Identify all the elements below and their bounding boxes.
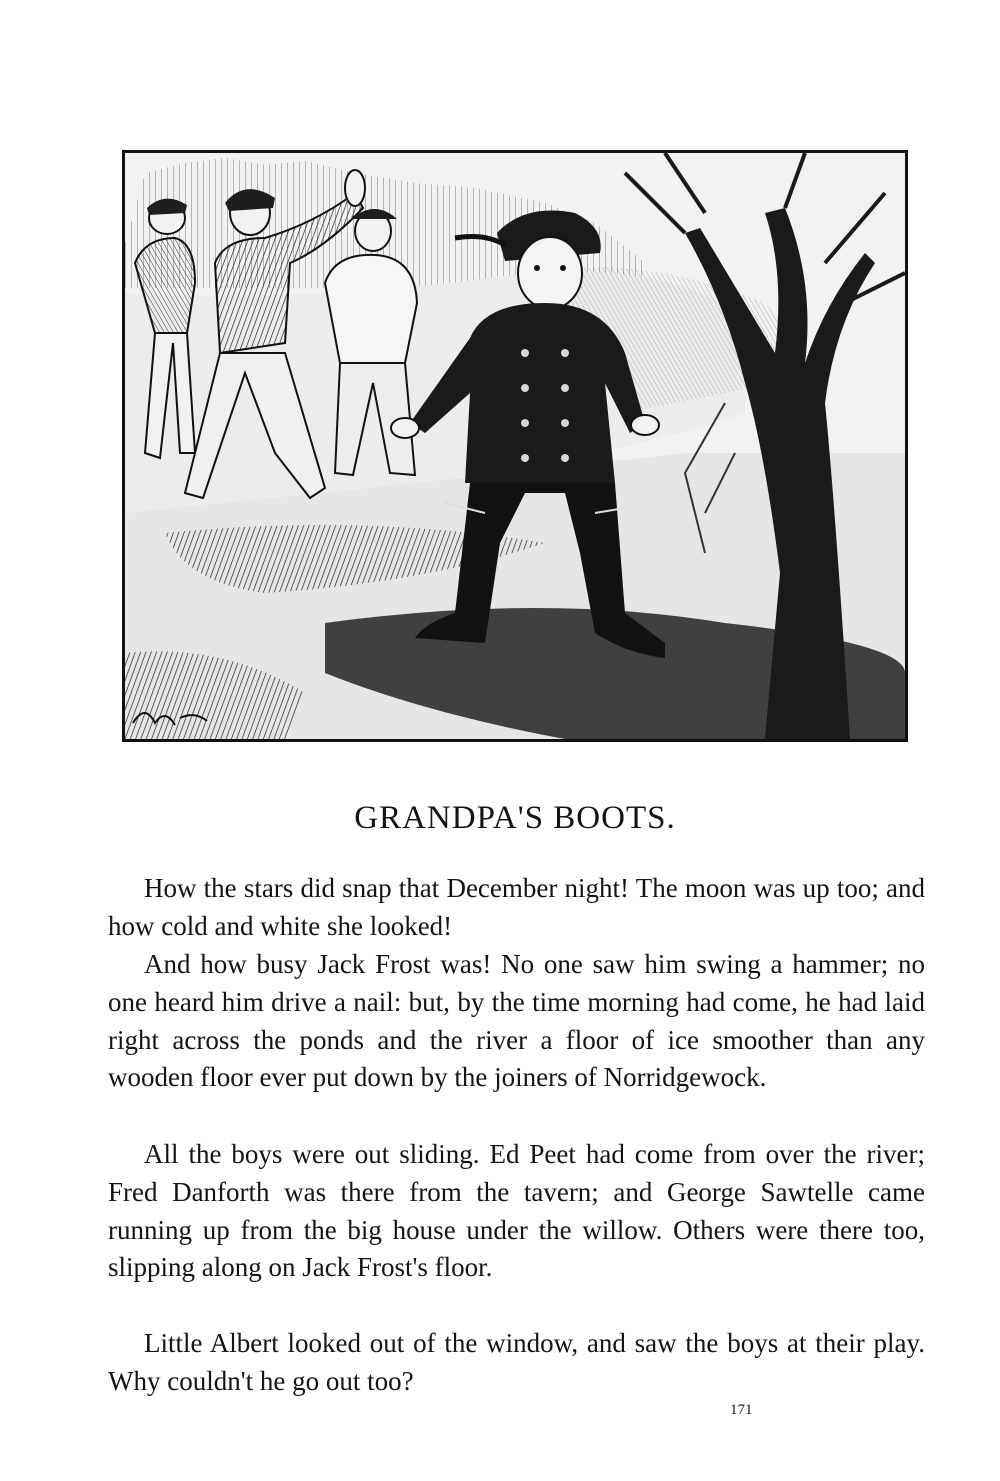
chapter-title: GRANDPA'S BOOTS.: [354, 800, 676, 836]
page-number: 171: [730, 1402, 753, 1418]
engraving-illustration: [122, 150, 908, 742]
paragraph-3: All the boys were out sliding. Ed Peet had come from over the river; Fred Danforth was there from the tavern; and George Sawtelle came running up from the big house under the willow. Others were there too, slipping along on Jack Frost's floor.: [108, 1139, 925, 1283]
paragraph-2: And how busy Jack Frost was! No one saw him swing a hammer; no one heard him drive a nail: but, by the time morning had come, he had laid right across the ponds and the river a floor of ice smoother than any wooden floor ever put down by the joiners of Norridgewock.: [108, 949, 925, 1093]
boys-sliding-on-ice-engraving: [125, 153, 905, 739]
paragraph-1: How the stars did snap that December night! The moon was up too; and how cold and white she looked!: [108, 873, 925, 941]
paragraph-4: Little Albert looked out of the window, and saw the boys at their play. Why couldn't he go out too?: [108, 1328, 925, 1396]
